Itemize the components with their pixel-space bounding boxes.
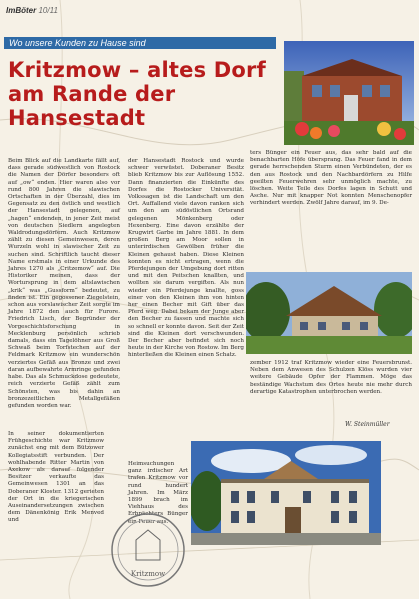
paragraph: zember 1912 traf Kritzmow wieder eine Feuersbrunst. Neben dem Anwesen des Schulzen Klöss wurden vier weitere Gebäude Opfer der Flammen. Möge das beständige Wachstum des Ortes heute nie mehr durch derartige Katastrophen unterbrochen werden. — [250, 360, 412, 395]
paragraph: ters Bünger ein Feuer aus, das sehr bald auf die benachbarten Höfe übersprang. Das Feuer fand in dem gerade herrschenden Sturm einen Verbündeten, der es den aus Rostock und den Nachbardörfern zu Hilfe geeilten Feuerwehren sehr unmöglich machte, zu löschen. Weite Teile des Dorfes lagen in Schutt und Asche. Nur mit knapper Not konnten Menschenopfer verhindert werden. Zwölf Jahre darauf, im 9. De- — [250, 150, 412, 207]
issue-number: 10/11 — [38, 6, 58, 15]
text-column-1b — [8, 431, 104, 591]
seal-text: Kritzmow — [130, 570, 166, 578]
photo-thatched-house — [246, 272, 412, 354]
text-column-3 — [250, 150, 412, 268]
text-column-3b — [250, 360, 412, 420]
paragraph: Heimsuchungen ganz irdischer Art trafen Kritzmow vor rund hundert Jahren. Im März 1899 brach im Viehhaus des Erbpächters Bünger ein Feuer aus. — [128, 461, 188, 525]
paragraph: In seiner dokumentierten Frühgeschichte war Kritzmow zunächst eng mit dem Bützower Kollegiatsstift verbunden. Der wohlhabende Ritter Martin von Axekow als darauf folgender Besitzer verkaufte das Gemeinwesen 1301 an das Doberaner Kloster. 1312 gerieten der Ort in die kriegerischen Auseinandersetzungen zwischen dem Dänenkönig Erik Menved und — [8, 431, 104, 524]
village-seal-stamp — [108, 510, 188, 590]
author-signature: W. Steinmüller — [345, 421, 390, 428]
section-band: Wo unsere Kunden zu Hause sind — [4, 37, 276, 49]
headline: Kritzmow – altes Dorf am Rande der Hansestadt — [8, 58, 266, 130]
text-column-2 — [128, 158, 244, 458]
magazine-title: ImBöter — [6, 6, 37, 15]
page-header — [6, 6, 58, 15]
paragraph: Beim Blick auf die Landkarte fällt auf, dass gerade südwestlich von Rostock die Namen der Dörfer besonders oft auf „ow“ enden. Hier waren also vor rund 800 Jahren die slawischen Ortschaften in der Überzahl, dies im Gegensatz zu den östlich und westlich der Hansestadt gelegenen, auf „hagen“ endenden, in jener Zeit meist von deutschen Siedlern angelegten Waldrodungsdörfern. Auch Kritzmow zählt zu diesen Gemeinwesen, deren Wurzeln wohl in slawischer Zeit zu suchen sind. Schriftlich taucht dieser Name erstmals in einer Urkunde des Jahres 1270 als „Critzemow“ auf. Die Historiker meinen, dass der Wortursprung in dem altslawischen „krik“ was „Gussform“ bedeutet, zu finden ist. Ein gegossener Ziegelstein, schon aus vorslawischer Zeit sorgte im Jahre 1872 den auch für Furore. Friedrich Lisch, der Begründer der Vorgeschichtsforschung in Mecklenburg persönlich schrieb damals, dass ein Tagelöhner aus Groß Schwaß beim Torfstechen auf der Feldmark Kritzmow ein wunderschön verziertes Gefäß aus Bronze und zwei daran aufbewahrte Armringe gefunden habe. Das als Schmuckdose gedeutete, reich verzierte Gefäß zählt zum Schönsten, was bis dahin an bronzezeitlichen Metallgefäßen gefunden worden war. — [8, 158, 120, 409]
paragraph: der Hansestadt Rostock und wurde schwer verwüstet. Doberaner Besitz blieb Kritzmow bis zur Auflösung 1552. Dann finanzierten die Einkünfte des Dorfes die Rostocker Universität. Volkssagen ist die Landschaft um den Ort. Auffallend viele davon ranken sich um den am südöstlichen Ortsrand gelegenen Mönkenberg oder Hexenberg. Eine davon erzählte der Krugwirt Garbe im Jahre 1881. In dem großen Berg am Moor sollen in unterirdischen Gewölben früher die Kleinen gehaust haben. Diese Kleinen konnten es nicht ertragen, wenn die Pferdejungen der Umgebung dort ritten und mit den Peitschen knallten, und wollten sie darum vergiften. Als nun wieder ein Pferdejunge knallte, goss einer von den Kleinen ihm von hinten her einen Becher mit Gift über das Pferd weg. Dabei bekam der Junge aber den Becher zu fassen und machte sich so schnell er konnte davon. Seit der Zeit sind die Kleinen dort verschwunden. Der Becher aber befindet sich noch heute in der Kirche von Rostow. Im Berg hinterließen die Kleinen einen Schatz. — [128, 158, 244, 359]
photo-brick-building — [284, 41, 414, 145]
text-column-1 — [8, 158, 120, 428]
